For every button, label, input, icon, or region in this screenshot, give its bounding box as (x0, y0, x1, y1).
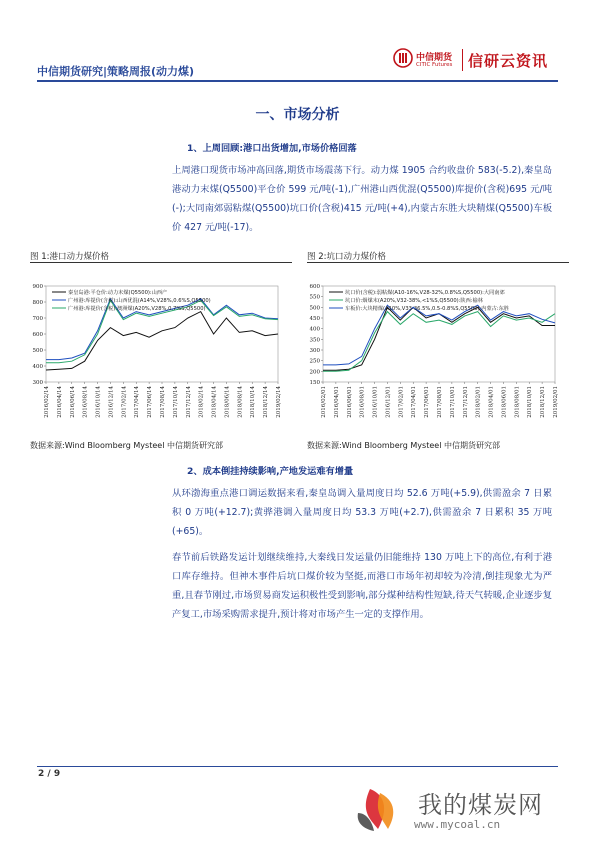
fig2-ytick-label: 250 (309, 358, 320, 365)
fig2-ytick-label: 450 (309, 316, 320, 322)
fig1-xtick-label: 2017/08/14 (160, 386, 166, 418)
figure-1-caption: 图 1:港口动力煤价格 (30, 252, 109, 262)
fig2-xtick-label: 2016/04/01 (333, 386, 340, 418)
fig1-ytick-label: 900 (32, 284, 43, 290)
fig2-xtick-label: 2017/02/01 (398, 386, 405, 418)
figure-2-svg (307, 264, 569, 434)
fig2-xtick-label: 2018/12/01 (540, 386, 547, 418)
subsection-heading-2: 2、成本倒挂持续影响,产地发运难有增量 (187, 466, 354, 477)
fig2-ytick-label: 300 (309, 348, 320, 354)
fig2-xtick-label: 2016/02/01 (321, 386, 327, 418)
fig1-xtick-label: 2016/02/14 (44, 386, 50, 418)
fig2-ytick-label: 500 (309, 305, 320, 312)
fig2-xtick-label: 2017/10/01 (449, 386, 456, 418)
page-number: 2 / 9 (38, 769, 61, 779)
fig1-xtick-label: 2016/06/14 (69, 386, 76, 418)
fig1-ytick-label: 300 (32, 380, 43, 386)
figure-1-chart (30, 264, 292, 434)
fig2-xtick-label: 2016/10/01 (372, 386, 379, 418)
fig2-legend-label: 车板价:大块精煤(A10%,V33-36.5%,0.5-0.8%S,Q5500):内蒙古:东胜 (345, 306, 509, 312)
section-title: 一、市场分析 (255, 107, 340, 123)
figure-2-rule (307, 262, 569, 263)
watermark-url: www.mycoal.cn (414, 818, 501, 831)
fig1-xtick-label: 2018/08/14 (237, 386, 244, 418)
fig1-xtick-label: 2018/10/14 (250, 386, 257, 418)
fig1-legend-label: 广州港:库提价(含税):澳洲煤(A20%,V28%,0.7%S,Q5500) (68, 306, 206, 312)
fig2-xtick-label: 2016/06/01 (346, 386, 353, 418)
watermark-text: 我的煤炭网 (418, 791, 543, 819)
fig1-xtick-label: 2017/06/14 (147, 386, 154, 418)
fig1-xtick-label: 2016/12/14 (108, 386, 115, 418)
fig2-xtick-label: 2018/04/01 (488, 386, 495, 418)
fig2-xtick-label: 2018/06/01 (501, 386, 508, 418)
fig2-legend-label: 坑口价(含税):弱粘煤(A10-16%,V28-32%,0.8%S,Q5500):大同南郊 (345, 290, 505, 296)
fig1-xtick-label: 2018/04/14 (211, 386, 218, 418)
header-rule (37, 80, 558, 82)
fig2-xtick-label: 2017/12/01 (462, 386, 469, 418)
fig2-ytick-label: 600 (309, 284, 320, 290)
fig2-xtick-label: 2019/02/01 (553, 386, 559, 418)
report-title: 中信期货研究|策略周报(动力煤) (37, 65, 195, 78)
fig2-xtick-label: 2016/12/01 (385, 386, 392, 418)
fig2-xtick-label: 2017/06/01 (424, 386, 431, 418)
brand-name: 中信期货 (416, 53, 453, 63)
fig2-ytick-label: 350 (309, 337, 320, 344)
figure-1-source: 数据来源:Wind Bloomberg Mysteel 中信期货研究部 (30, 441, 223, 450)
fig1-ytick-label: 400 (32, 364, 43, 370)
fig1-xtick-label: 2016/04/14 (56, 386, 63, 418)
fig1-xtick-label: 2018/12/14 (263, 386, 270, 418)
figure-2-chart (307, 264, 569, 434)
figure-2-caption: 图 2:坑口动力煤价格 (307, 252, 386, 262)
fig2-legend-label: 坑口价:烟煤末(A20%,V32-38%,<1%S,Q5500):陕西:榆林 (345, 298, 483, 304)
fig1-ytick-label: 800 (32, 300, 43, 306)
paragraph-3: 春节前后铁路发运计划继续维持,大秦线日发运量仍旧能维持 130 万吨上下的高位,有利于港口库存维持。但神木事件后坑口煤价较为坚挺,而港口市场年初却较为冷清,倒挂现象尤为严重,且春节刚过,市场贸易商发运积极性受到影响,部分煤种结构性短缺,待天气转暖,企业逐步复产复工,市场采购需求提升,预计将对市场产生一定的支撑作用。 (172, 552, 552, 620)
fig2-series-1-line (323, 307, 555, 370)
fig1-ytick-label: 500 (32, 348, 43, 354)
paragraph-1: 上周港口现货市场冲高回落,期货市场震荡下行。动力煤 1905 合约收盘价 583(-5.2),秦皇岛港动力末煤(Q5500)平仓价 599 元/吨(-1),广州港山西优混(Q5500)库提价(含税)695 元/吨(-);大同南郊弱粘煤(Q5500)坑口价(含税)415 元/吨(+4),内蒙古东胜大块精煤(Q5500)车板价 427 元/吨(-17)。 (172, 165, 552, 233)
subsection-heading-1: 1、上周回顾:港口出货增加,市场价格回落 (187, 143, 357, 154)
fig1-xtick-label: 2017/02/14 (121, 386, 128, 418)
fig2-xtick-label: 2018/02/01 (475, 386, 482, 418)
fig1-series-1-line (46, 312, 278, 370)
citic-logo-icon (393, 48, 413, 68)
brand-tagline: 信研云资讯 (468, 52, 549, 70)
fig1-xtick-label: 2017/12/14 (185, 386, 192, 418)
fig1-xtick-label: 2019/02/14 (276, 386, 282, 418)
fig1-legend-label: 广州港:库提价(含税):山西优混(A14%,V28%,0.6%S,Q5500) (68, 298, 211, 304)
fig2-ytick-label: 150 (309, 380, 320, 386)
fig1-xtick-label: 2017/04/14 (134, 386, 141, 418)
fig2-xtick-label: 2017/08/01 (437, 386, 443, 418)
fig1-xtick-label: 2016/08/14 (82, 386, 89, 418)
fig1-ytick-label: 700 (32, 316, 43, 322)
figure-1-svg (30, 264, 292, 434)
fig1-xtick-label: 2018/02/14 (198, 386, 205, 418)
fig2-xtick-label: 2016/08/01 (359, 386, 366, 418)
fig1-xtick-label: 2016/10/14 (95, 386, 102, 418)
footer-rule (37, 766, 558, 767)
fig1-xtick-label: 2018/06/14 (224, 386, 231, 418)
figure-1-rule (30, 262, 292, 263)
fig2-ytick-label: 200 (309, 369, 320, 376)
fig2-ytick-label: 400 (309, 326, 320, 333)
fig2-xtick-label: 2017/04/01 (411, 386, 418, 418)
fig1-xtick-label: 2017/10/14 (172, 386, 179, 418)
header-separator (462, 49, 463, 71)
fig2-xtick-label: 2018/08/01 (514, 386, 521, 418)
paragraph-2: 从环渤海重点港口调运数据来看,秦皇岛调入量周度日均 52.6 万吨(+5.9),供需盈余 7 日累积 0 万吨(+12.7);黄骅港调入量周度日均 53.3 万吨(+2.7),供需盈余 7 日累积 35 万吨(+65)。 (172, 488, 552, 537)
figure-2-source: 数据来源:Wind Bloomberg Mysteel 中信期货研究部 (307, 441, 500, 450)
coal-logo-icon (350, 783, 410, 835)
fig1-ytick-label: 600 (32, 332, 43, 338)
fig2-ytick-label: 550 (309, 294, 320, 301)
fig2-xtick-label: 2018/10/01 (527, 386, 534, 418)
fig2-series-2-line (323, 312, 555, 372)
fig1-legend-label: 秦皇岛港:平仓价:动力末煤(Q5500):山西产 (68, 290, 168, 296)
brand-name-en: CITIC Futures (416, 62, 453, 68)
fig2-series-3-line (323, 305, 555, 365)
